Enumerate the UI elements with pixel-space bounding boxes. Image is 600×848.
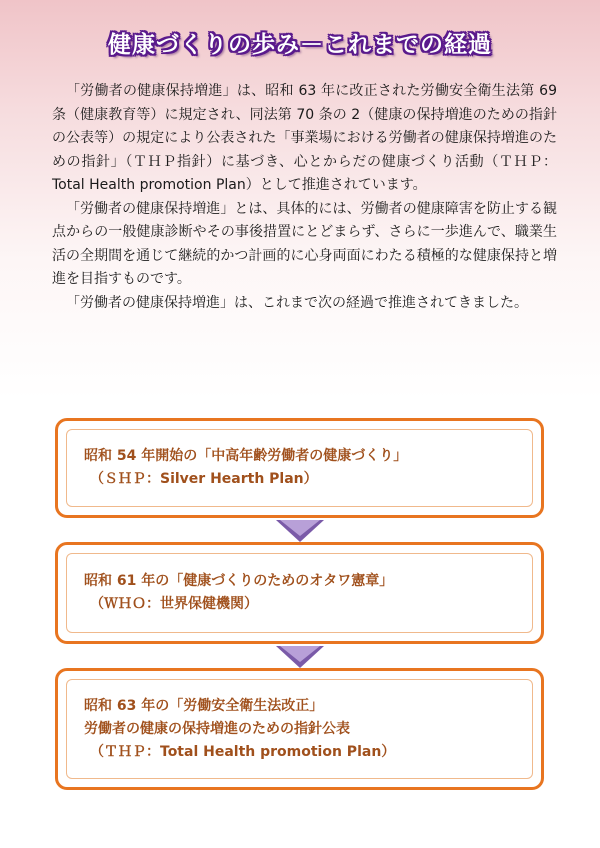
paragraph-3: 「労働者の健康保持増進」は、これまで次の経過で推進されてきました。 [66,294,528,311]
timeline-3-line2: 労働者の健康の保持増進のための指針公表 [84,720,350,737]
paragraph-1: 「労働者の健康保持増進」は、昭和 63 年に改正された労働安全衛生法第 69 条（健康教育等）に規定され、同法第 70 条の 2（健康の保持増進のための指針の公表等）の規定により公表された「事業場における労働者の健康保持増進のための指針」（ＴＨＰ指針）に基づき、心とからだの健康づくり活動（ＴＨＰ：Total Health promotion Plan）として推進されています。 [52,83,557,193]
timeline-3-line3: （ＴＨＰ：Total Health promotion Plan） [90,743,396,760]
title-banner [0,26,600,59]
timeline-2-line2: （ＷＨＯ：世界保健機関） [90,596,258,612]
intro-text [52,80,557,315]
down-arrow-icon [276,520,324,542]
paragraph-2: 「労働者の健康保持増進」とは、具体的には、労働者の健康障害を防止する観点からの一般健康診断やその事後措置にとどまらず、さらに一歩進んで、職業生活の全期間を通じて継続的かつ計画的に心身両面にわたる積極的な健康保持と増進を目指すものです。 [52,200,557,287]
timeline-box-1 [55,418,544,518]
page-title: 健康づくりの歩み－これまでの経過 [108,32,492,58]
down-arrow-icon [276,646,324,668]
timeline-3-line1: 昭和 63 年の「労働安全衛生法改正」 [84,697,324,714]
timeline-box-3 [55,668,544,790]
timeline-1-line2: （ＳＨＰ：Silver Hearth Plan） [90,471,318,487]
timeline-1-line1: 昭和 54 年開始の「中高年齢労働者の健康づくり」 [84,448,408,464]
timeline-2-line1: 昭和 61 年の「健康づくりのためのオタワ憲章」 [84,573,394,589]
timeline-box-2 [55,542,544,644]
